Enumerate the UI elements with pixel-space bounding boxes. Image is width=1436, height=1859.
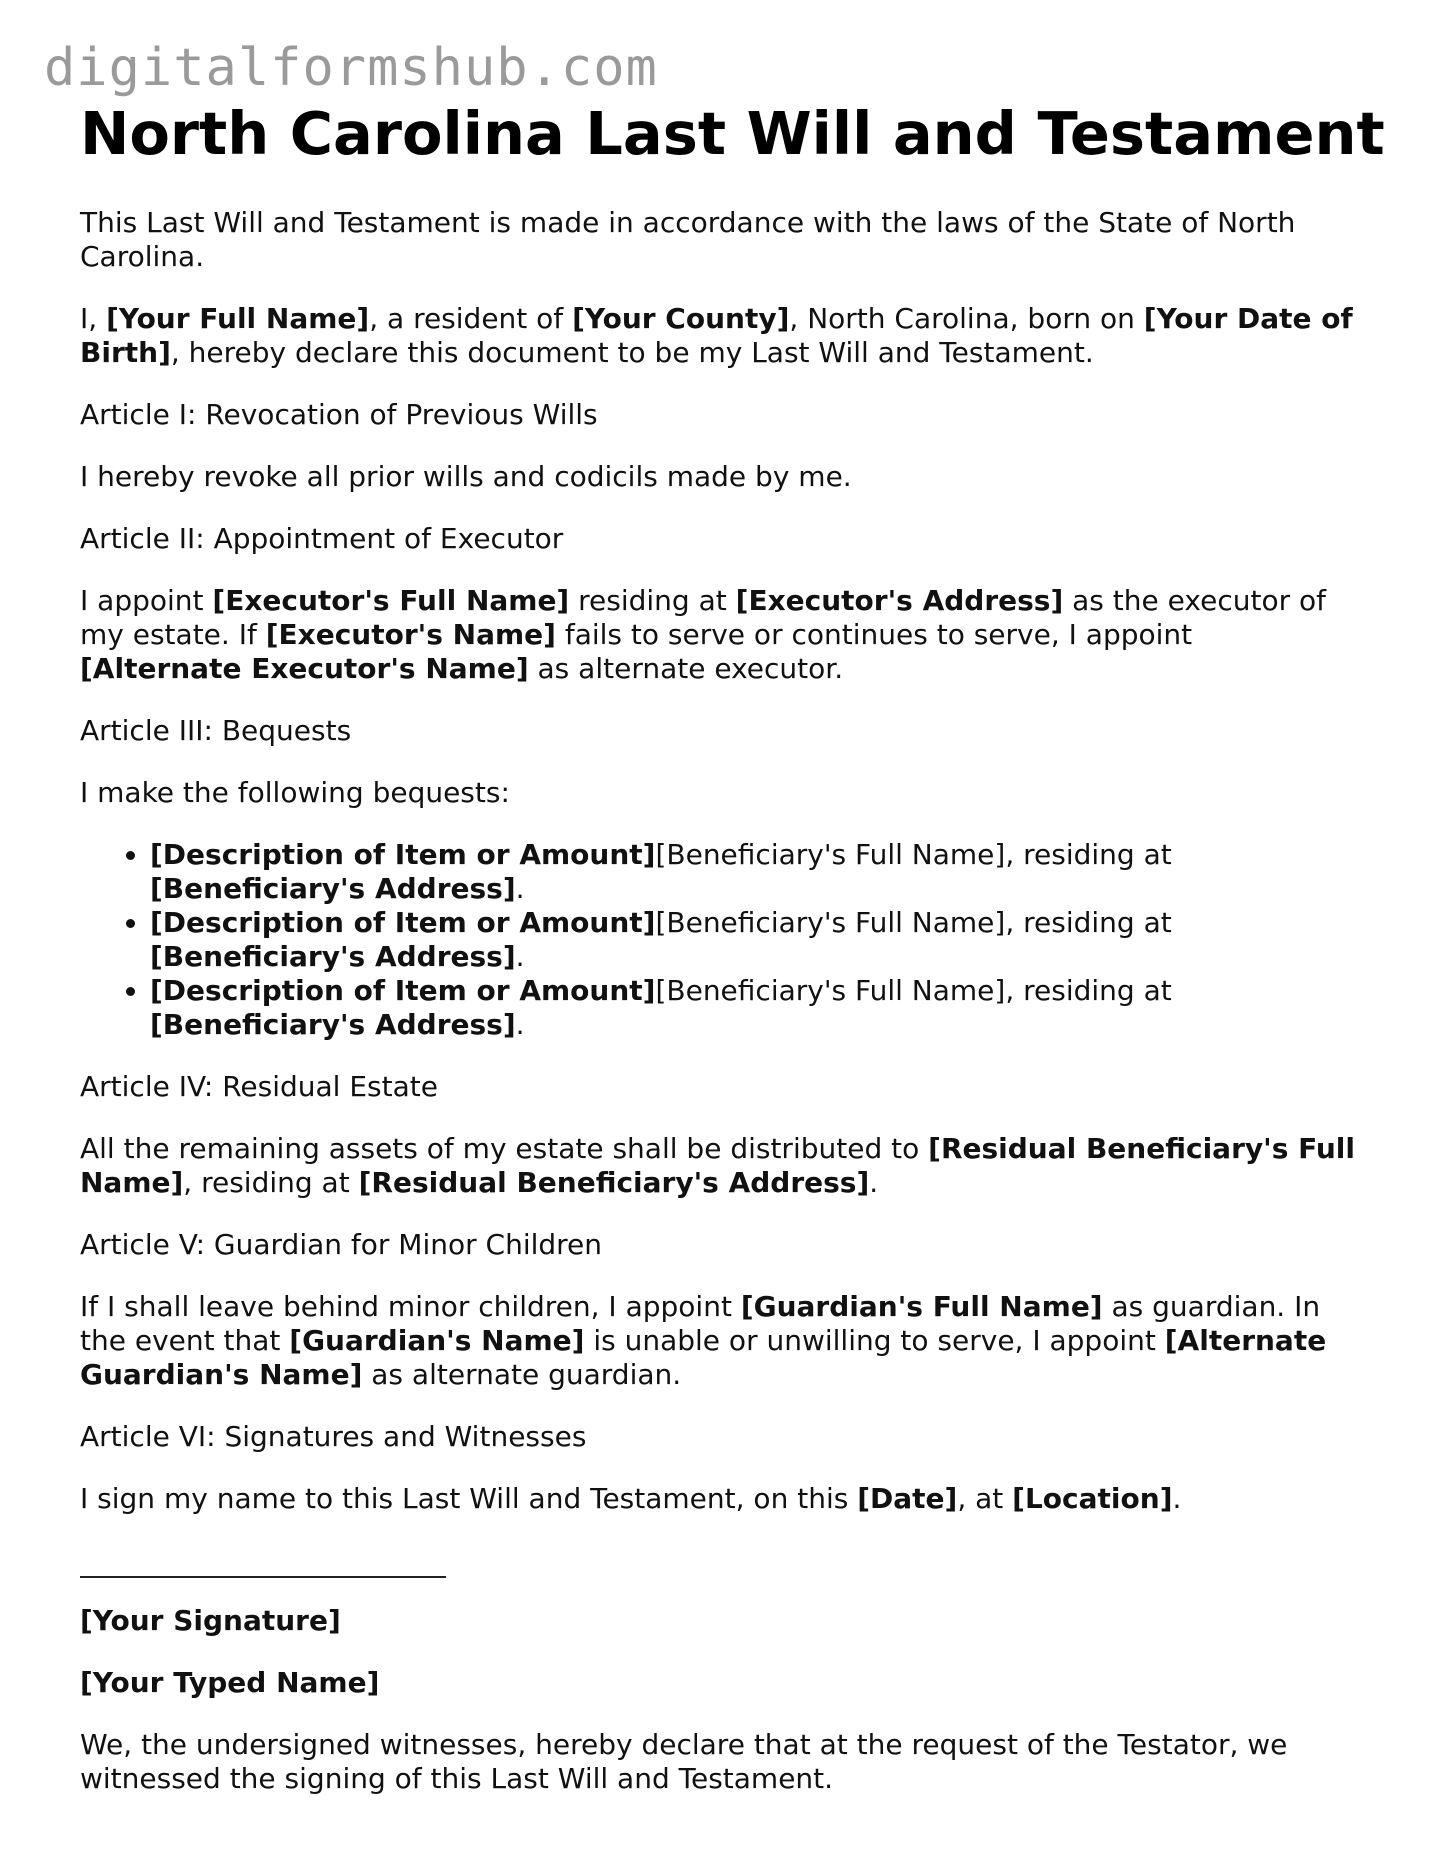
document-title: North Carolina Last Will and Testament (80, 99, 1385, 168)
article-6-body: I sign my name to this Last Will and Testament, on this [Date], at [Location]. (80, 1481, 1182, 1515)
declaration-paragraph: I, [Your Full Name], a resident of [Your County], North Carolina, born on [Your Date of Birth], hereby declare this document to be my Last Will and Testament. (80, 301, 1353, 369)
list-item: • [Description of Item or Amount][Beneficiary's Full Name], residing at [Beneficiary's Address]. (150, 906, 1360, 974)
signature-label: [Your Signature] (80, 1603, 341, 1637)
document-page (80, 99, 1385, 1824)
typed-name-label: [Your Typed Name] (80, 1665, 380, 1699)
residual-beneficiary-placeholder: [Residual Beneficiary's Full Name] (80, 1131, 1355, 1199)
county-placeholder: [Your County] (572, 301, 790, 335)
article-1-body: I hereby revoke all prior wills and codicils made by me. (80, 459, 852, 493)
witness-statement: We, the undersigned witnesses, hereby declare that at the request of the Testator, we witnessed the signing of this Last Will and Testament. (80, 1727, 1288, 1795)
location-placeholder: [Location] (1012, 1481, 1173, 1515)
watermark: digitalformshub.com (44, 38, 658, 98)
article-2-body: I appoint [Executor's Full Name] residing at [Executor's Address] as the executor of my estate. If [Executor's Name] fails to serve or continues to serve, I appoint [Alternate Executor's Name] as alternate executor. (80, 583, 1326, 685)
full-name-placeholder: [Your Full Name] (106, 301, 370, 335)
list-item: • [Description of Item or Amount][Beneficiary's Full Name], residing at [Beneficiary's Address]. (150, 838, 1360, 906)
executor-full-name-placeholder: [Executor's Full Name] (212, 583, 570, 617)
article-3-intro: I make the following bequests: (80, 775, 510, 809)
article-5-body: If I shall leave behind minor children, I appoint [Guardian's Full Name] as guardian. In the event that [Guardian's Name] is unable or unwilling to serve, I appoint [Alternate Guardian's Name] as alternate guardian. (80, 1289, 1327, 1391)
signature-line (80, 1576, 446, 1578)
intro-paragraph: This Last Will and Testament is made in accordance with the laws of the State of North Carolina. (80, 205, 1296, 273)
executor-address-placeholder: [Executor's Address] (735, 583, 1064, 617)
guardian-full-name-placeholder: [Guardian's Full Name] (740, 1289, 1103, 1323)
alternate-guardian-placeholder: [Alternate Guardian's Name] (80, 1323, 1327, 1391)
article-2-heading: Article II: Appointment of Executor (80, 521, 564, 555)
list-item: • [Description of Item or Amount][Beneficiary's Full Name], residing at [Beneficiary's Address]. (150, 974, 1360, 1042)
article-5-heading: Article V: Guardian for Minor Children (80, 1227, 603, 1261)
article-6-heading: Article VI: Signatures and Witnesses (80, 1419, 587, 1453)
article-4-body: All the remaining assets of my estate shall be distributed to [Residual Beneficiary's Full Name], residing at [Residual Beneficiary's Address]. (80, 1131, 1355, 1199)
article-1-heading: Article I: Revocation of Previous Wills (80, 397, 598, 431)
guardian-name-placeholder: [Guardian's Name] (289, 1323, 585, 1357)
article-4-heading: Article IV: Residual Estate (80, 1069, 438, 1103)
executor-name-placeholder: [Executor's Name] (265, 617, 556, 651)
alternate-executor-placeholder: [Alternate Executor's Name] (80, 651, 529, 685)
dob-placeholder: [Your Date of Birth] (80, 301, 1353, 369)
residual-address-placeholder: [Residual Beneficiary's Address] (358, 1165, 870, 1199)
date-placeholder: [Date] (857, 1481, 958, 1515)
bequest-list (80, 838, 1360, 1042)
article-3-heading: Article III: Bequests (80, 713, 352, 747)
